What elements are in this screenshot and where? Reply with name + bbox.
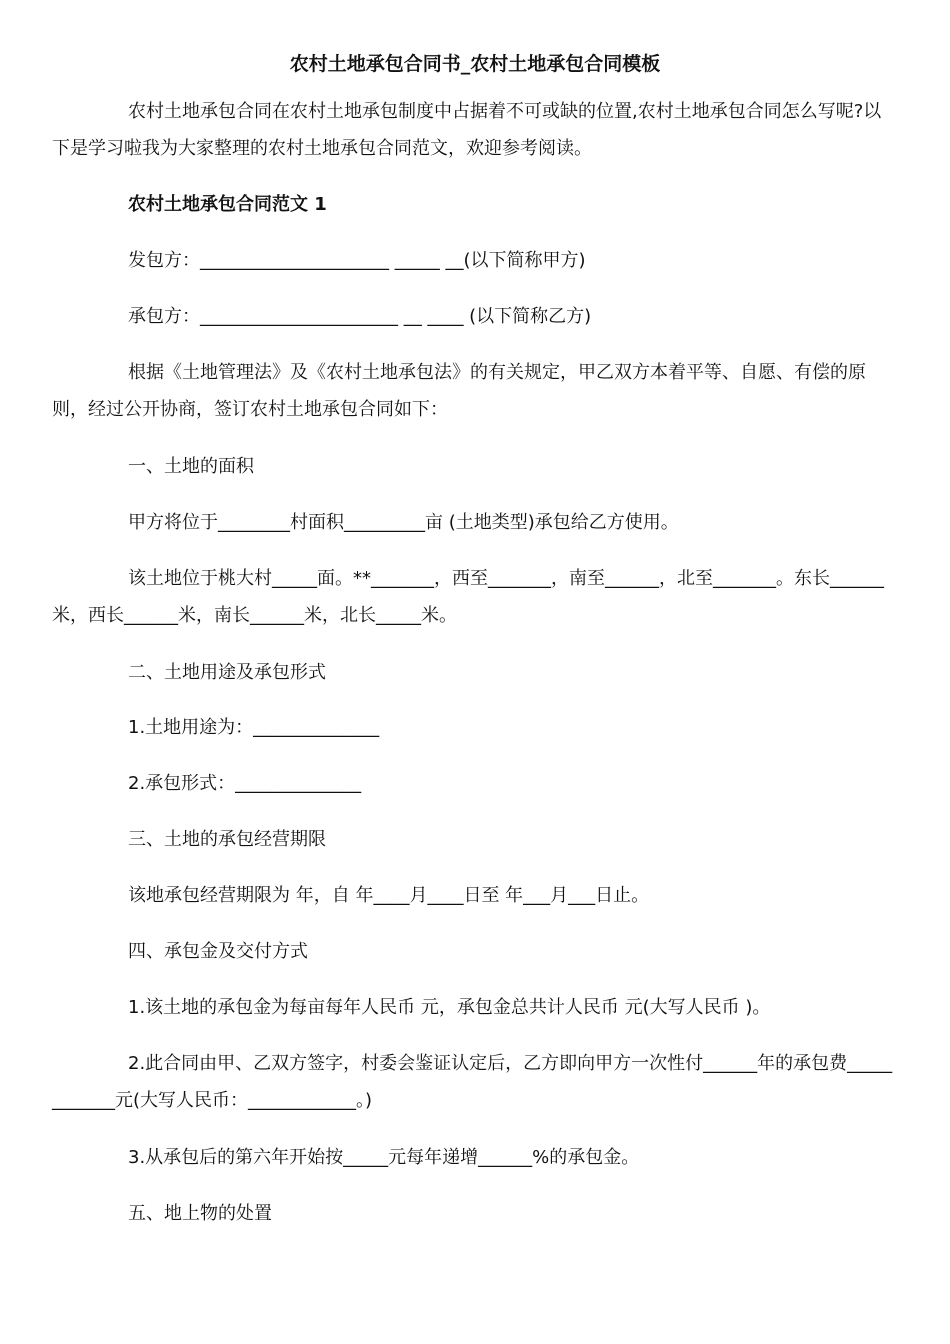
boundaries-paragraph: 该土地位于桃大村_____面。**_______，西至_______，南至______，北至_______。东长______米，西长______米，南长______米，北长_____米。: [52, 568, 884, 626]
document-title: 农村土地承包合同书_农村土地承包合同模板: [289, 53, 661, 75]
section-heading: 农村土地承包合同范文 1: [128, 194, 327, 215]
party-b-line: 承包方：______________________ __ ____ (以下简称乙方): [128, 306, 592, 327]
intro-paragraph: 农村土地承包合同在农村土地承包制度中占据着不可或缺的位置,农村土地承包合同怎么写呢?以下是学习啦我为大家整理的农村土地承包合同范文，欢迎参考阅读。: [52, 101, 882, 159]
basis-paragraph: 根据《土地管理法》及《农村土地承包法》的有关规定，甲乙双方本着平等、自愿、有偿的原则，经过公开协商，签订农村土地承包合同如下：: [52, 362, 866, 420]
heading-ground-objects: 五、地上物的处置: [128, 1203, 272, 1224]
heading-land-area: 一、土地的面积: [128, 456, 254, 477]
fee-line-1: 1.该土地的承包金为每亩每年人民币 元，承包金总共计人民币 元(大写人民币 )。: [128, 997, 771, 1018]
usage-line: 1.土地用途为：______________: [128, 717, 380, 738]
form-line: 2.承包形式：______________: [128, 773, 362, 794]
heading-fee: 四、承包金及交付方式: [128, 941, 308, 962]
heading-term: 三、土地的承包经营期限: [128, 829, 326, 850]
fee-line-3: 3.从承包后的第六年开始按_____元每年递增______%的承包金。: [128, 1147, 640, 1168]
party-a-line: 发包方：_____________________ _____ __(以下简称甲方): [128, 250, 586, 271]
term-line: 该地承包经营期限为 年，自 年____月____日至 年___月___日止。: [128, 885, 650, 906]
heading-usage-form: 二、土地用途及承包形式: [128, 662, 326, 683]
land-location-line: 甲方将位于________村面积_________亩 (土地类型)承包给乙方使用。: [128, 512, 679, 533]
fee-paragraph-2: 2.此合同由甲、乙双方签字，村委会鉴证认定后，乙方即向甲方一次性付______年的承包费____________元(大写人民币：____________。): [52, 1053, 893, 1111]
